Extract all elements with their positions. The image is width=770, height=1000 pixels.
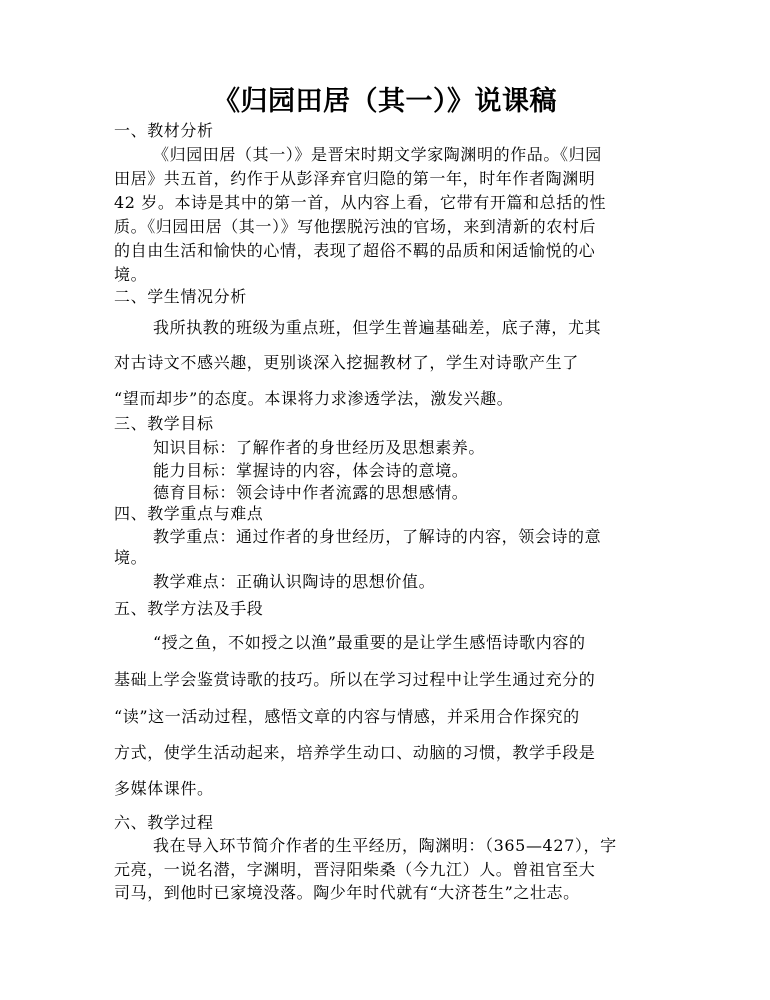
paragraph-line: 元亮，一说名潜，字渊明，晋浔阳柴桑（今九江）人。曾祖官至大 xyxy=(114,860,596,879)
paragraph-line: “望而却步”的态度。本课将力求渗透学法，激发兴趣。 xyxy=(114,389,514,408)
paragraph-line: 42 岁。本诗是其中的第一首，从内容上看，它带有开篇和总括的性 xyxy=(114,193,607,212)
paragraph-line: 基础上学会鉴赏诗歌的技巧。所以在学习过程中让学生通过充分的 xyxy=(114,670,596,689)
document-title: 《归园田居（其一）》说课稿 xyxy=(213,86,557,117)
paragraph-line: 质。《归园田居（其一）》写他摆脱污浊的官场，来到清新的农村后 xyxy=(114,217,597,236)
section-heading: 三、教学目标 xyxy=(114,414,214,433)
paragraph-line: 《归园田居（其一）》是晋宋时期文学家陶渊明的作品。《归园 xyxy=(153,145,602,164)
paragraph-line: “授之鱼，不如授之以渔”最重要的是让学生感悟诗歌内容的 xyxy=(153,633,586,652)
paragraph-line: 田居》共五首，约作于从彭泽弃官归隐的第一年，时年作者陶渊明 xyxy=(114,169,596,188)
paragraph-line: 司马，到他时已家境没落。陶少年时代就有“大济苍生”之壮志。 xyxy=(114,883,580,902)
section-heading: 六、教学过程 xyxy=(114,813,214,832)
paragraph-line: 对古诗文不感兴趣，更别谈深入挖掘教材了，学生对诗歌产生了 xyxy=(114,353,579,372)
paragraph-line: 方式，使学生活动起来，培养学生动口、动脑的习惯，教学手段是 xyxy=(114,743,596,762)
paragraph-line: 多媒体课件。 xyxy=(114,779,214,798)
paragraph-line: 的自由生活和愉快的心情，表现了超俗不羁的品质和闲适愉悦的心 xyxy=(114,241,596,260)
section-heading: 四、教学重点与难点 xyxy=(114,504,264,523)
paragraph-line: 我在导入环节简介作者的生平经历，陶渊明：（365—427），字 xyxy=(153,836,617,855)
objective-line: 能力目标：掌握诗的内容，体会诗的意境。 xyxy=(153,461,469,480)
objective-line: 德育目标：领会诗中作者流露的思想感情。 xyxy=(153,483,469,502)
paragraph-line: “读”这一活动过程，感悟文章的内容与情感，并采用合作探究的 xyxy=(114,707,580,726)
paragraph-line: 我所执教的班级为重点班，但学生普遍基础差，底子薄，尤其 xyxy=(153,318,602,337)
section-heading: 五、教学方法及手段 xyxy=(114,599,264,618)
objective-line: 知识目标：了解作者的身世经历及思想素养。 xyxy=(153,438,486,457)
paragraph-line: 境。 xyxy=(114,265,148,284)
paragraph-line: 教学难点：正确认识陶诗的思想价值。 xyxy=(153,572,436,591)
paragraph-line: 教学重点：通过作者的身世经历，了解诗的内容，领会诗的意 xyxy=(153,527,602,546)
section-heading: 一、教材分析 xyxy=(114,121,214,140)
section-heading: 二、学生情况分析 xyxy=(114,287,247,306)
paragraph-line: 境。 xyxy=(114,548,148,567)
